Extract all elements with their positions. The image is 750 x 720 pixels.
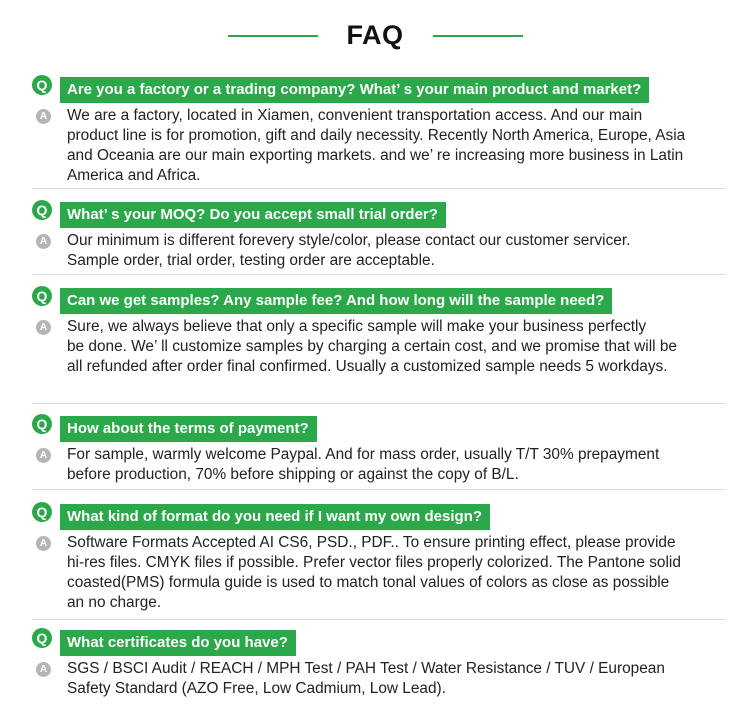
answer-line: Our minimum is different forevery style/color, please contact our customer servicer. (67, 232, 631, 249)
question-badge-icon: Q (32, 414, 52, 434)
question-text: What’ s your MOQ? Do you accept small trial order? (60, 202, 446, 228)
answer-line: coasted(PMS) formula guide is used to match tonal values of colors as close as possible (67, 574, 670, 591)
answer-text (67, 106, 727, 186)
faq-divider (32, 403, 726, 404)
answer-line: America and Africa. (67, 167, 201, 184)
header-right-rule (433, 35, 523, 37)
question-badge-icon: Q (32, 200, 52, 220)
question-badge-icon: Q (32, 502, 52, 522)
answer-text (67, 445, 727, 485)
question-text: Are you a factory or a trading company? What’ s your main product and market? (60, 77, 649, 103)
answer-text (67, 533, 727, 613)
answer-line: an no charge. (67, 594, 162, 611)
faq-divider (32, 619, 726, 620)
answer-line: For sample, warmly welcome Paypal. And for mass order, usually T/T 30% prepayment (67, 446, 660, 463)
answer-badge-icon: A (36, 234, 51, 249)
faq-header (0, 18, 750, 54)
question-badge-icon: Q (32, 286, 52, 306)
answer-line: before production, 70% before shipping or against the copy of B/L. (67, 466, 519, 483)
answer-line: Safety Standard (AZO Free, Low Cadmium, Low Lead). (67, 680, 446, 697)
question-badge-icon: Q (32, 628, 52, 648)
answer-line: Sure, we always believe that only a specific sample will make your business perfectly (67, 318, 647, 335)
answer-line: be done. We’ ll customize samples by charging a certain cost, and we promise that will be (67, 338, 677, 355)
answer-text (67, 317, 727, 377)
answer-badge-icon: A (36, 448, 51, 463)
answer-badge-icon: A (36, 536, 51, 551)
faq-divider (32, 274, 726, 275)
answer-line: product line is for promotion, gift and daily necessity. Recently North America, Europe, Asia (67, 127, 686, 144)
answer-line: SGS / BSCI Audit / REACH / MPH Test / PAH Test / Water Resistance / TUV / European (67, 660, 665, 677)
answer-badge-icon: A (36, 320, 51, 335)
page-title: FAQ (346, 20, 404, 50)
answer-line: We are a factory, located in Xiamen, convenient transportation access. And our main (67, 107, 643, 124)
answer-line: Software Formats Accepted AI CS6, PSD., PDF.. To ensure printing effect, please provide (67, 534, 676, 551)
faq-divider (32, 188, 726, 189)
answer-text (67, 659, 727, 699)
faq-divider (32, 489, 726, 490)
answer-line: Sample order, trial order, testing order are acceptable. (67, 252, 435, 269)
answer-line: and Oceania are our main exporting markets. and we’ re increasing more business in Latin (67, 147, 684, 164)
question-text: Can we get samples? Any sample fee? And how long will the sample need? (60, 288, 612, 314)
answer-badge-icon: A (36, 662, 51, 677)
answer-text (67, 231, 727, 271)
answer-line: hi-res files. CMYK files if possible. Prefer vector files properly colorized. The Pantone solid (67, 554, 681, 571)
answer-line: all refunded after order final confirmed. Usually a customized sample needs 5 workdays. (67, 358, 668, 375)
question-badge-icon: Q (32, 75, 52, 95)
answer-badge-icon: A (36, 109, 51, 124)
question-text: What certificates do you have? (60, 630, 296, 656)
question-text: How about the terms of payment? (60, 416, 317, 442)
question-text: What kind of format do you need if I want my own design? (60, 504, 490, 530)
